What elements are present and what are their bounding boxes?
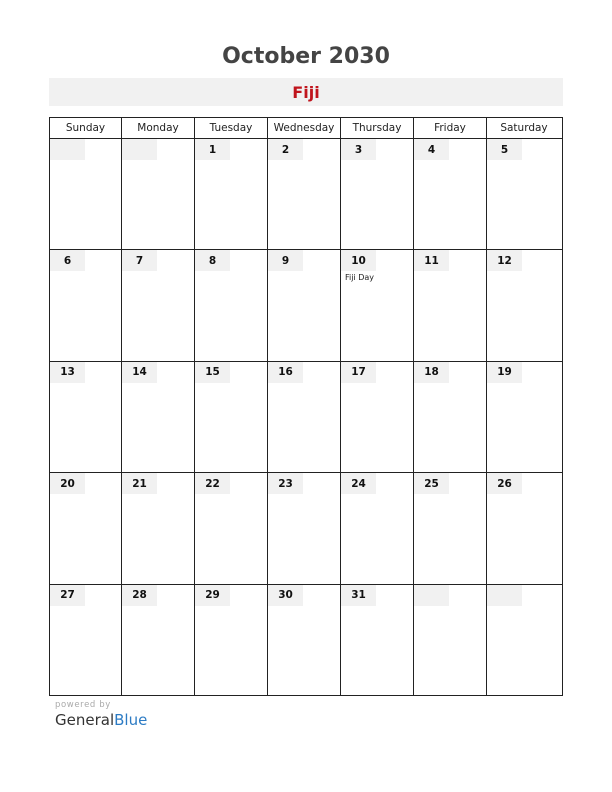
weekday-header-friday: Friday [414, 118, 487, 138]
day-cell-27 [50, 585, 122, 696]
calendar-grid [49, 117, 563, 696]
day-cell-25 [414, 473, 487, 583]
day-number: 13 [50, 362, 85, 383]
day-number: 19 [487, 362, 522, 383]
weekday-header-monday: Monday [122, 118, 195, 138]
day-cell-23 [268, 473, 341, 583]
day-number: 1 [195, 139, 230, 160]
day-number [487, 585, 522, 606]
day-number: 22 [195, 473, 230, 494]
weekday-header-sunday: Sunday [50, 118, 122, 138]
day-cell-2 [268, 139, 341, 249]
day-number: 10 [341, 250, 376, 271]
day-number [414, 585, 449, 606]
week-row [50, 250, 562, 361]
week-row [50, 473, 562, 584]
day-cell-4 [414, 139, 487, 249]
day-number: 23 [268, 473, 303, 494]
day-number: 9 [268, 250, 303, 271]
day-cell-28 [122, 585, 195, 696]
holiday-label: Fiji Day [345, 273, 375, 283]
day-number: 7 [122, 250, 157, 271]
day-cell-15 [195, 362, 268, 472]
day-number: 2 [268, 139, 303, 160]
weekday-header-thursday: Thursday [341, 118, 414, 138]
day-cell-5 [487, 139, 561, 249]
day-cell-30 [268, 585, 341, 696]
day-cell-24 [341, 473, 414, 583]
day-number: 6 [50, 250, 85, 271]
day-number: 30 [268, 585, 303, 606]
day-cell-21 [122, 473, 195, 583]
day-number: 12 [487, 250, 522, 271]
day-number: 4 [414, 139, 449, 160]
footer [55, 700, 147, 729]
day-number: 26 [487, 473, 522, 494]
day-cell-12 [487, 250, 561, 360]
day-number [122, 139, 157, 160]
day-number: 17 [341, 362, 376, 383]
day-cell-20 [50, 473, 122, 583]
empty-day-cell [414, 585, 487, 696]
empty-day-cell [122, 139, 195, 249]
week-row [50, 585, 562, 696]
day-number: 8 [195, 250, 230, 271]
day-cell-17 [341, 362, 414, 472]
day-cell-18 [414, 362, 487, 472]
day-cell-7 [122, 250, 195, 360]
day-cell-3 [341, 139, 414, 249]
day-number: 11 [414, 250, 449, 271]
day-number: 27 [50, 585, 85, 606]
day-number: 21 [122, 473, 157, 494]
day-cell-31 [341, 585, 414, 696]
empty-day-cell [50, 139, 122, 249]
day-cell-10 [341, 250, 414, 360]
day-number: 14 [122, 362, 157, 383]
day-number: 31 [341, 585, 376, 606]
day-number: 24 [341, 473, 376, 494]
calendar-title: October 2030 [222, 44, 390, 69]
day-number: 15 [195, 362, 230, 383]
day-number [50, 139, 85, 160]
day-cell-6 [50, 250, 122, 360]
day-cell-19 [487, 362, 561, 472]
country-name: Fiji [292, 82, 320, 102]
day-cell-29 [195, 585, 268, 696]
day-cell-13 [50, 362, 122, 472]
brand-general: General [55, 711, 115, 729]
week-row [50, 139, 562, 250]
week-row [50, 362, 562, 473]
powered-by-text: powered by [55, 700, 111, 710]
day-cell-16 [268, 362, 341, 472]
day-cell-8 [195, 250, 268, 360]
day-cell-9 [268, 250, 341, 360]
brand-logo [55, 711, 147, 729]
empty-day-cell [487, 585, 561, 696]
day-cell-26 [487, 473, 561, 583]
day-number: 20 [50, 473, 85, 494]
day-cell-11 [414, 250, 487, 360]
weekday-header-saturday: Saturday [500, 122, 548, 134]
day-number: 29 [195, 585, 230, 606]
day-number: 3 [341, 139, 376, 160]
weekday-header-wednesday: Wednesday [268, 118, 341, 138]
day-number: 5 [487, 139, 522, 160]
day-number: 25 [414, 473, 449, 494]
day-cell-14 [122, 362, 195, 472]
day-number: 28 [122, 585, 157, 606]
day-number: 18 [414, 362, 449, 383]
day-cell-22 [195, 473, 268, 583]
country-banner [49, 78, 563, 106]
weekday-header-row [50, 118, 562, 139]
brand-blue: Blue [114, 711, 148, 729]
day-number: 16 [268, 362, 303, 383]
weekday-header-tuesday: Tuesday [195, 118, 268, 138]
day-cell-1 [195, 139, 268, 249]
